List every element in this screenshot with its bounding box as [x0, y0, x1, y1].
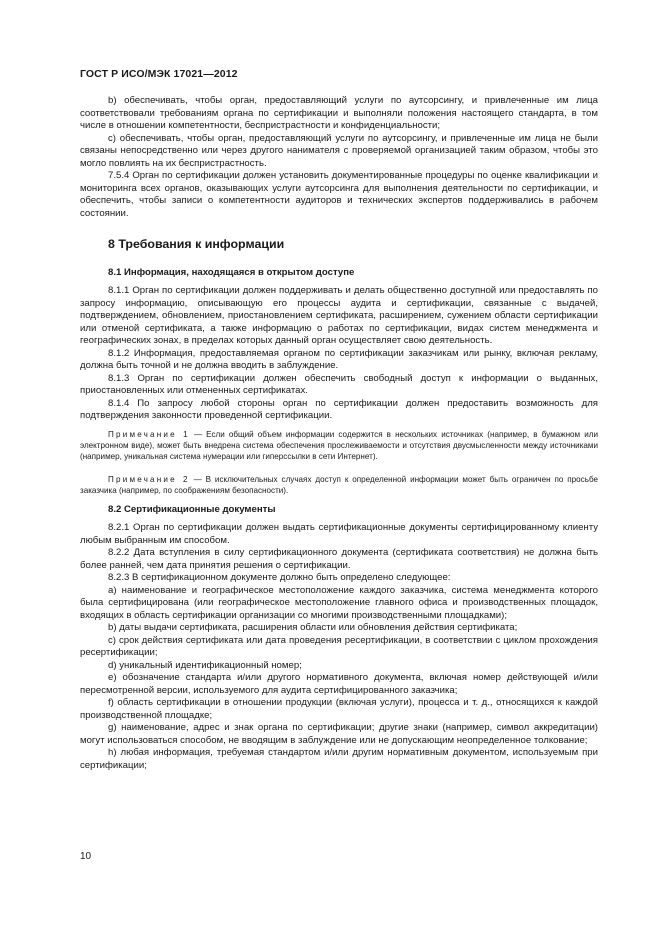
note-2-label: Примечание 2 [108, 474, 190, 484]
list-item-g: g) наименование, адрес и знак органа по сертификации; другие знаки (например, символ аккредитации) могут использоваться способом, не вводящим в заблуждение или не допускающим неопределенное толкование; [80, 722, 598, 746]
document-body [80, 95, 598, 772]
clause-7-5-4: 7.5.4 Орган по сертификации должен установить документированные процедуры по оценке квалификации и мониторинга всех органов, оказывающих услуги аутсорсинга для выполнения деятельности по сертификации, и обеспечить, чтобы записи о компетентности аудиторов и технических экспертов поддерживались в рабочем состоянии. [80, 170, 598, 219]
list-item-h: h) любая информация, требуемая стандартом и/или другим нормативным документом, используемым при сертификации; [80, 747, 598, 771]
list-item-c: c) обеспечивать, чтобы орган, предоставляющий услуги по аутсорсингу, и привлеченные им лица не были связаны непосредственно или через другого нанимателя с проверяемой организацией таким образом, чтобы это могло повлиять на их беспристрастность. [80, 132, 598, 169]
list-item-b: b) даты выдачи сертификата, расширения области или обновления действия сертификата; [108, 622, 518, 633]
subsection-8-1-heading: 8.1 Информация, находящаяся в открытом доступе [108, 266, 355, 278]
page-number: 10 [80, 851, 92, 862]
list-item-c: c) срок действия сертификата или дата проведения ресертификации, в соответствии с циклом прохождения ресертификации; [80, 634, 598, 658]
note-2-text: — В исключительных случаях доступ к определенной информации может быть ограничен по просьбе заказчика (например, по соображениям безопасности). [80, 474, 598, 495]
clause-8-2-1: 8.2.1 Орган по сертификации должен выдать сертификационные документы сертифицированному клиенту любым выбранным им способом. [80, 522, 598, 546]
list-item-b: b) обеспечивать, чтобы орган, предоставляющий услуги по аутсорсингу, и привлеченные им лица соответствовали требованиям органа по сертификации и выполняли положения настоящего стандарта, в том числе в отношении компетентности, беспристрастности и конфиденциальности; [80, 95, 598, 131]
list-item-f: f) область сертификации в отношении продукции (включая услуги), процесса и т. д., относящихся к каждой производственной площадке; [80, 697, 598, 721]
list-item-e: e) обозначение стандарта и/или другого нормативного документа, включая номер действующей и/или пересмотренной версии, используемого для аудита сертифицированного заказчика; [80, 672, 598, 696]
list-item-a: a) наименование и географическое местоположение каждого заказчика, система менеджмента которого была сертифицирована (или географическое местоположение главного офиса и производственных площадок, входящих в область сертификации организации со многими производственными площадками); [80, 584, 598, 621]
note-1-text: — Если общий объем информации содержится в нескольких источниках (например, в бумажном или электронном виде), может быть внедрена система обеспечения прослеживаемости и отсутствия двусмысленности между источниками (например, уникальная система нумерации или гиперссылки в сети Интернет). [80, 429, 598, 461]
clause-8-1-1: 8.1.1 Орган по сертификации должен поддерживать и делать общественно доступной или предоставлять по запросу информацию, описывающую его процессы аудита и сертификации, связанные с выдачей, подтверждением, обновлением, приостановлением сертификата, расширением, сужением области сертификации или отменой сертификата, а также информацию о работах по сертификации, видах систем менеджмента и географических зонах, в пределах которых данный орган осуществляет свою деятельность. [80, 285, 598, 346]
note-2 [80, 474, 598, 496]
document-code-header: ГОСТ Р ИСО/МЭК 17021—2012 [80, 68, 238, 80]
clause-8-1-2: 8.1.2 Информация, предоставляемая органом по сертификации заказчикам или рынку, включая рекламу, должна быть точной и не должна вводить в заблуждение. [80, 347, 598, 371]
clause-8-1-3: 8.1.3 Орган по сертификации должен обеспечить свободный доступ к информации о выданных, приостановленных или отмененных сертификатах. [80, 372, 598, 396]
note-1 [80, 429, 598, 462]
section-8-heading: 8 Требования к информации [108, 237, 285, 251]
clause-8-2-2: 8.2.2 Дата вступления в силу сертификационного документа (сертификата соответствия) не должна быть более ранней, чем дата принятия решения о сертификации. [80, 547, 598, 571]
clause-8-2-3: 8.2.3 В сертификационном документе должно быть определено следующее: [108, 572, 451, 583]
list-item-d: d) уникальный идентификационный номер; [108, 659, 302, 671]
note-1-label: Примечание 1 [108, 429, 190, 439]
subsection-8-2-heading: 8.2 Сертификационные документы [108, 503, 276, 515]
clause-8-1-4: 8.1.4 По запросу любой стороны орган по сертификации должен предоставить возможность для подтверждения законности проведенной сертификации. [80, 397, 598, 421]
